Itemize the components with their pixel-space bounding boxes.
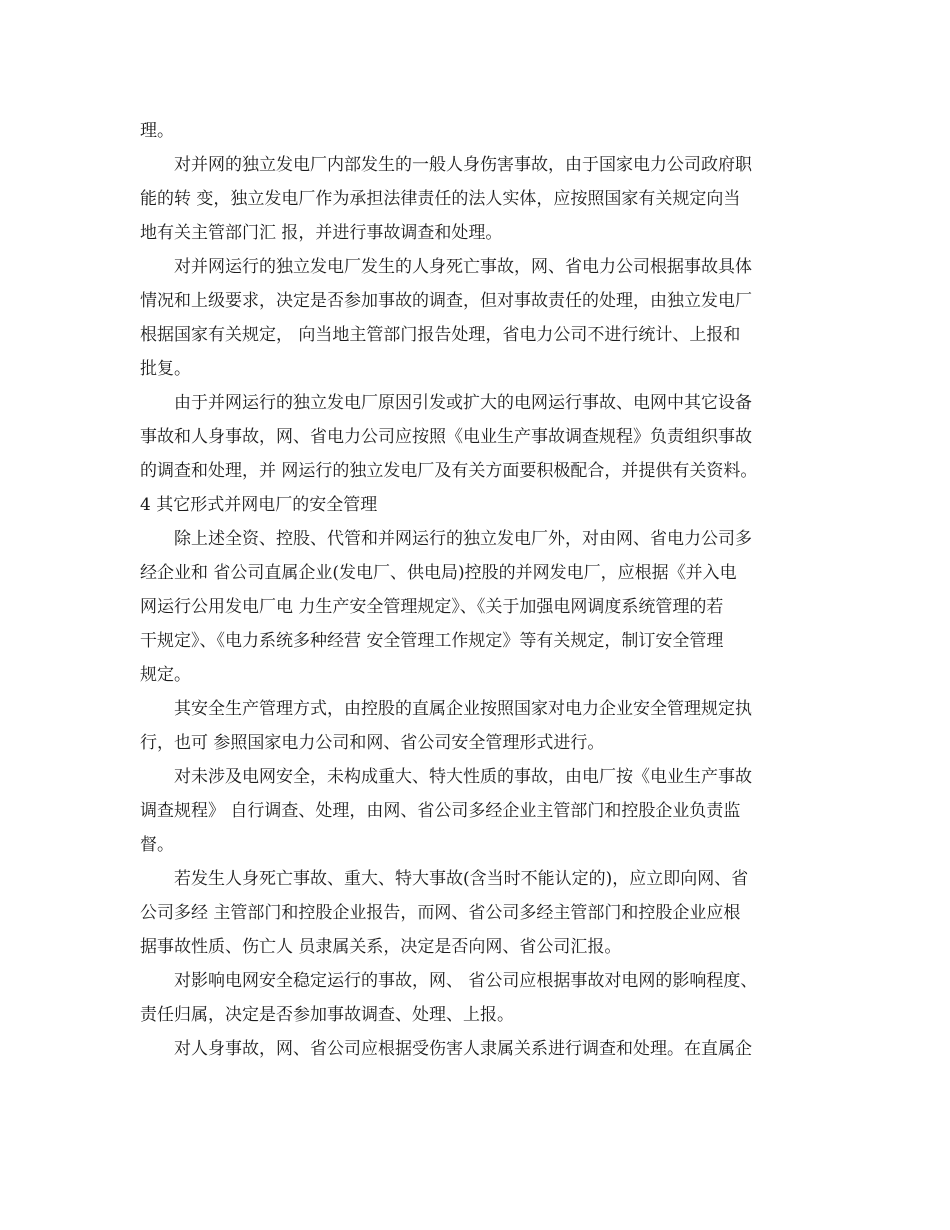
text-line: 根据国家有关规定， 向当地主管部门报告处理，省电力公司不进行统计、上报和 [140,325,741,345]
text-line: 对并网运行的独立发电厂发生的人身死亡事故，网、省电力公司根据事故具体 [174,257,752,277]
text-line: 由于并网运行的独立发电厂原因引发或扩大的电网运行事故、电网中其它设备 [174,393,752,413]
text-line: 规定。 [140,665,191,685]
text-line: 对未涉及电网安全，未构成重大、特大性质的事故，由电厂按《电业生产事故 [174,767,752,787]
text-line: 责任归属，决定是否参加事故调查、处理、上报。 [140,1005,514,1025]
text-line: 4 其它形式并网电厂的安全管理 [140,495,378,515]
text-line: 除上述全资、控股、代管和并网运行的独立发电厂外，对由网、省电力公司多 [174,529,752,549]
document-body [140,114,820,1066]
text-line: 情况和上级要求，决定是否参加事故的调查，但对事故责任的处理，由独立发电厂 [140,291,752,311]
text-line: 行，也可 参照国家电力公司和网、省公司安全管理形式进行。 [140,733,605,753]
text-line: 批复。 [140,359,191,379]
text-line: 地有关主管部门汇 报，并进行事故调查和处理。 [140,223,503,243]
text-line: 其安全生产管理方式，由控股的直属企业按照国家对电力企业安全管理规定执 [174,699,752,719]
text-line: 理。 [140,121,174,141]
text-line: 公司多经 主管部门和控股企业报告，而网、省公司多经主管部门和控股企业应根 [140,903,741,923]
text-line: 督。 [140,835,174,855]
text-line: 干规定》、《电力系统多种经营 安全管理工作规定》等有关规定，制订安全管理 [140,631,724,651]
text-line: 调查规程》 自行调查、处理，由网、省公司多经企业主管部门和控股企业负责监 [140,801,741,821]
text-line: 对并网的独立发电厂内部发生的一般人身伤害事故，由于国家电力公司政府职 [174,155,752,175]
text-line: 若发生人身死亡事故、重大、特大事故(含当时不能认定的)，应立即向网、省 [174,869,749,889]
text-line: 网运行公用发电厂电 力生产安全管理规定》、《关于加强电网调度系统管理的若 [140,597,724,617]
text-line: 经企业和 省公司直属企业(发电厂、供电局)控股的并网发电厂，应根据《并入电 [140,563,737,583]
text-line: 事故和人身事故，网、省电力公司应按照《电业生产事故调查规程》负责组织事故 [140,427,752,447]
text-line: 据事故性质、伤亡人 员隶属关系，决定是否向网、省公司汇报。 [140,937,622,957]
text-line: 能的转 变，独立发电厂作为承担法律责任的法人实体，应按照国家有关规定向当 [140,189,741,209]
text-line: 对影响电网安全稳定运行的事故，网、 省公司应根据事故对电网的影响程度、 [174,971,758,991]
text-line: 对人身事故，网、省公司应根据受伤害人隶属关系进行调查和处理。在直属企 [174,1039,752,1059]
text-line: 的调查和处理，并 网运行的独立发电厂及有关方面要积极配合，并提供有关资料。 [140,461,758,481]
